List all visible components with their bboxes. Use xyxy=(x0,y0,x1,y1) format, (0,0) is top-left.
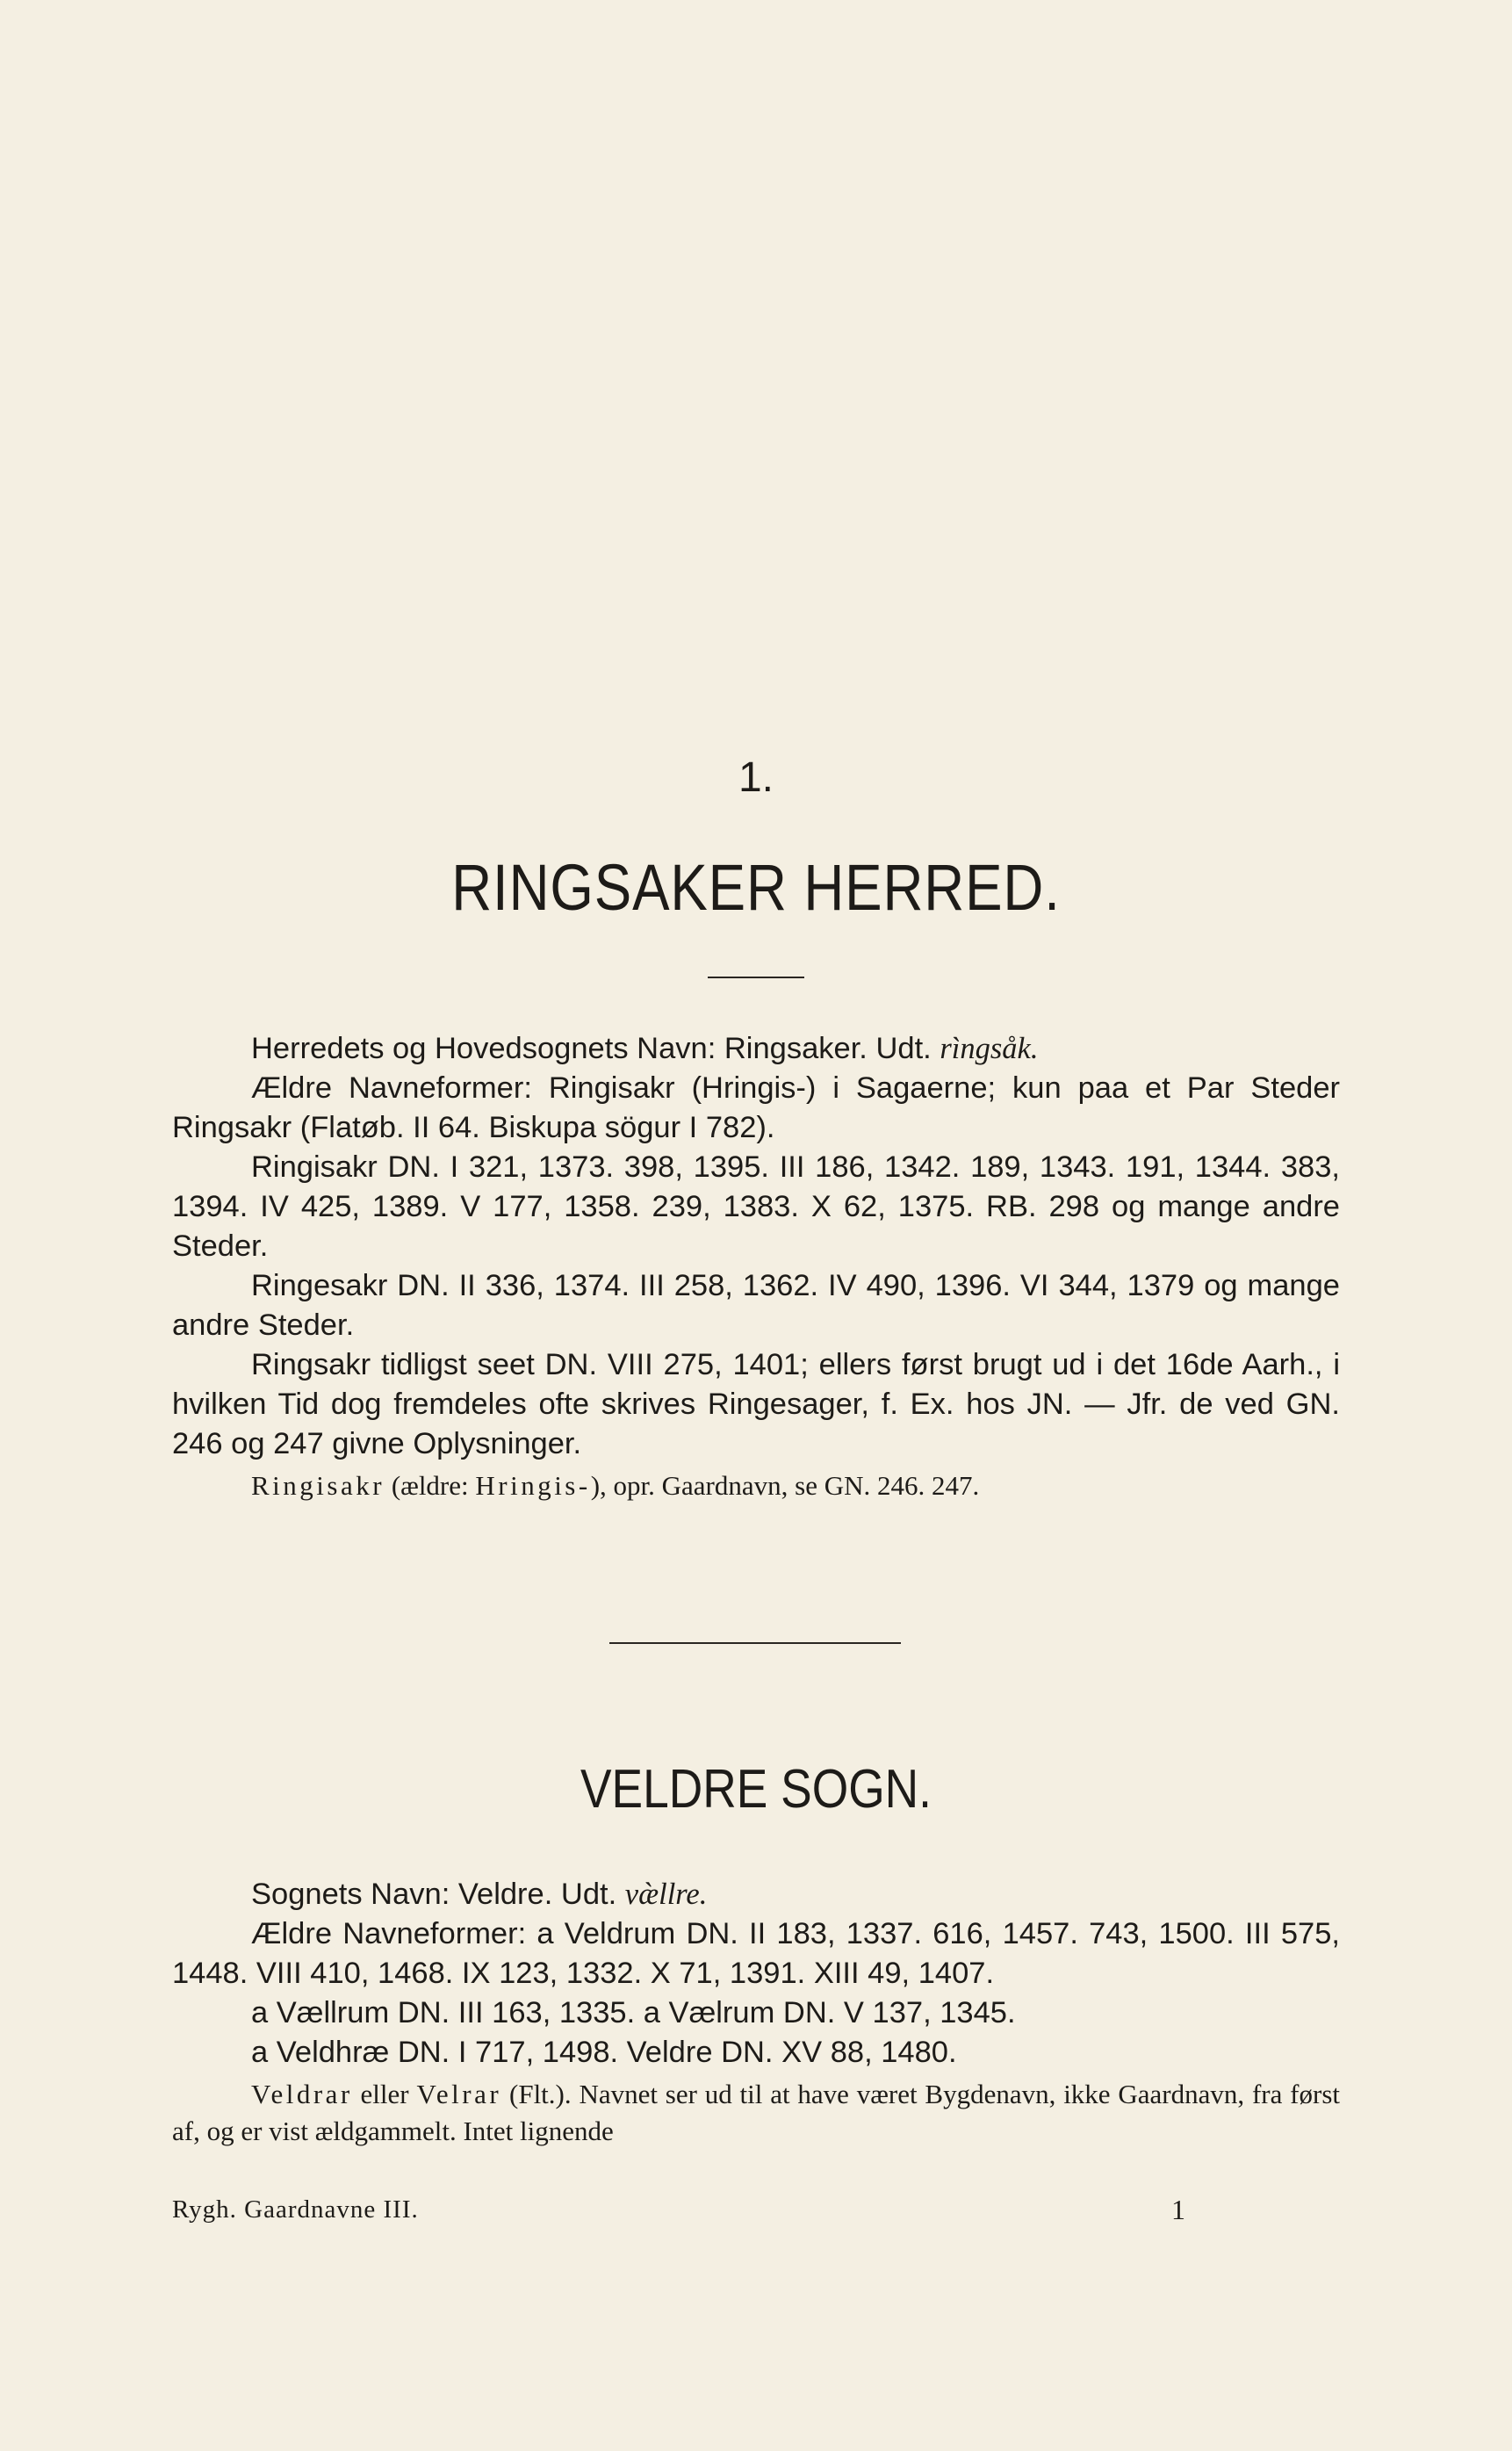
sogn-pronunciation: væ̀llre. xyxy=(624,1878,708,1911)
sogn-name-line xyxy=(172,1875,1340,1914)
udt-label: Udt. xyxy=(875,1032,932,1065)
etymology-text: ), opr. Gaardnavn, se GN. 246. 247. xyxy=(590,1470,980,1501)
footer-source: Rygh. Gaardnavne III. xyxy=(172,2195,419,2224)
herred-name: Ringsaker. xyxy=(724,1032,868,1065)
sogn-title: VELDRE SOGN. xyxy=(580,1759,932,1820)
herred-older-forms: Ældre Navneformer: Ringisakr (Hringis-) i Sagaerne; kun paa et Par Steder Ringsakr (Flatøb. II 64. Biskupa sögur I 782). xyxy=(172,1071,1340,1144)
herred-name-line xyxy=(172,1029,1340,1069)
herred-etymology xyxy=(172,1467,1340,1504)
etymology-text: (Flt.). Navnet ser ud til at have været Bygdenavn, ikke Gaardnavn, fra først af, og er vist ældgammelt. Intet lignende xyxy=(172,2079,1340,2146)
etymology-term: Velrar xyxy=(416,2079,502,2109)
etymology-term: Ringisakr xyxy=(251,1470,385,1501)
etymology-term: Veldrar xyxy=(251,2079,353,2109)
udt-label: Udt. xyxy=(560,1878,617,1911)
herred-ringsakr-note: Ringsakr tidligst seet DN. VIII 275, 1401; ellers først brugt ud i det 16de Aarh., i hvilken Tid dog fremdeles ofte skrives Ringesager, f. Ex. hos JN. — Jfr. de ved GN. 246 og 247 givne Oplysninger. xyxy=(172,1348,1340,1460)
etymology-text: eller xyxy=(352,2079,417,2109)
sogn-section xyxy=(172,1875,1340,2150)
section-divider xyxy=(609,1642,901,1644)
sogn-older-forms: Ældre Navneformer: a Veldrum DN. II 183, 1337. 616, 1457. 743, 1500. III 575, 1448. VIII 410, 1468. IX 123, 1332. X 71, 1391. XIII 49, 1407. xyxy=(172,1917,1340,1990)
sogn-name: Veldre. xyxy=(457,1878,553,1911)
title-divider xyxy=(708,977,804,978)
etymology-term: Hringis- xyxy=(475,1470,591,1501)
sogn-name-label: Sognets Navn: xyxy=(251,1878,450,1911)
section-number: 1. xyxy=(738,754,774,801)
sogn-veldhrae-refs: a Veldhræ DN. I 717, 1498. Veldre DN. XV 88, 1480. xyxy=(251,2036,957,2069)
herred-title: RINGSAKER HERRED. xyxy=(451,851,1061,924)
page-number: 1 xyxy=(1171,2194,1185,2225)
etymology-text: (ældre: xyxy=(385,1470,476,1501)
herred-name-label: Herredets og Hovedsognets Navn: xyxy=(251,1032,716,1065)
herred-pronunciation: rìngsåk. xyxy=(940,1032,1039,1065)
herred-ringesakr-refs: Ringesakr DN. II 336, 1374. III 258, 1362. IV 490, 1396. VI 344, 1379 og mange andre Steder. xyxy=(172,1269,1340,1342)
herred-section xyxy=(172,1029,1340,1504)
sogn-etymology xyxy=(172,2076,1340,2150)
sogn-vaellrum-refs: a Vællrum DN. III 163, 1335. a Vælrum DN. V 137, 1345. xyxy=(251,1996,1016,2029)
herred-ringisakr-refs: Ringisakr DN. I 321, 1373. 398, 1395. III 186, 1342. 189, 1343. 191, 1344. 383, 1394. IV 425, 1389. V 177, 1358. 239, 1383. X 62, 1375. RB. 298 og mange andre Steder. xyxy=(172,1150,1340,1263)
